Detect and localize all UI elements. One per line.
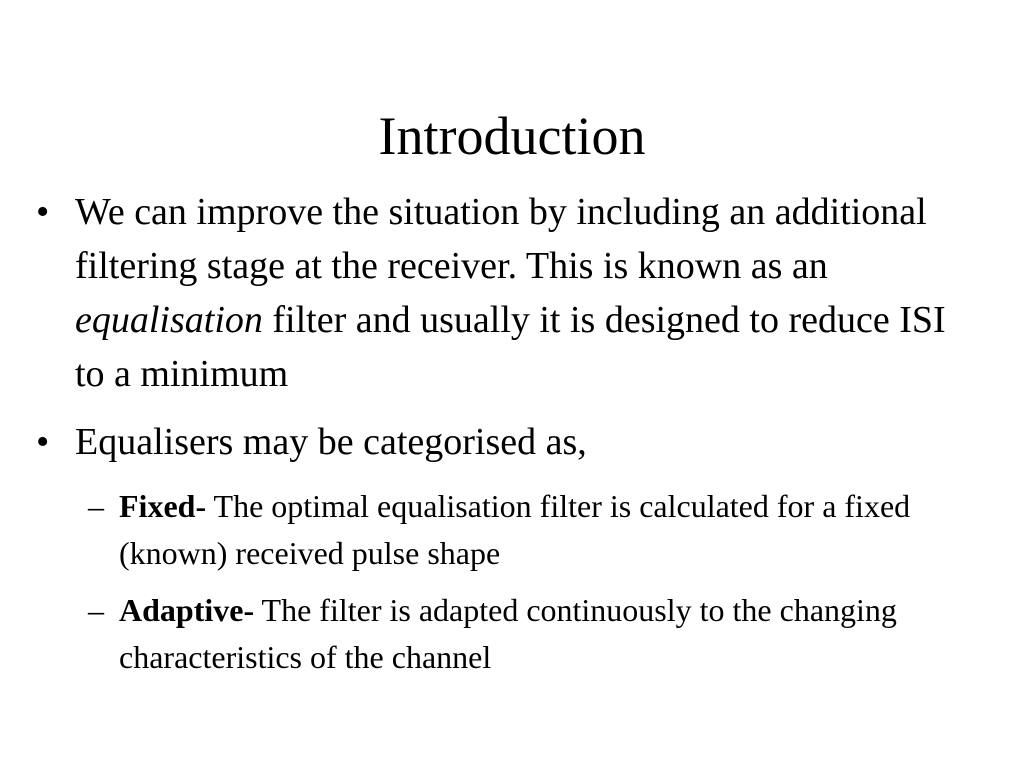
bullet-emphasis: equalisation: [75, 299, 263, 341]
slide-body: [36, 185, 976, 691]
bullet-text-continued: filter and usually it is designed to reduce ISI to a minimum: [75, 299, 946, 395]
sub-bullet-term: Adaptive-: [119, 592, 255, 628]
sub-bullet-text: The optimal equalisation filter is calculated for a fixed (known) received pulse shape: [119, 488, 911, 571]
bullet-item: [36, 415, 976, 469]
sub-bullet-text: The filter is adapted continuously to the changing characteristics of the channel: [119, 592, 897, 675]
bullet-text: We can improve the situation by including an additional filtering stage at the receiver. This is known as an: [75, 191, 927, 287]
sub-bullet-marker: –: [88, 488, 104, 524]
slide-title: Introduction: [378, 106, 646, 166]
bullet-marker: •: [36, 191, 50, 233]
bullet-marker: •: [36, 421, 50, 463]
bullet-item: [36, 185, 976, 401]
bullet-text: Equalisers may be categorised as,: [75, 421, 587, 463]
sub-bullet-marker: –: [88, 592, 104, 628]
sub-bullet-term: Fixed-: [119, 488, 207, 524]
sub-bullet-item: [36, 587, 976, 681]
sub-bullet-item: [36, 483, 976, 577]
